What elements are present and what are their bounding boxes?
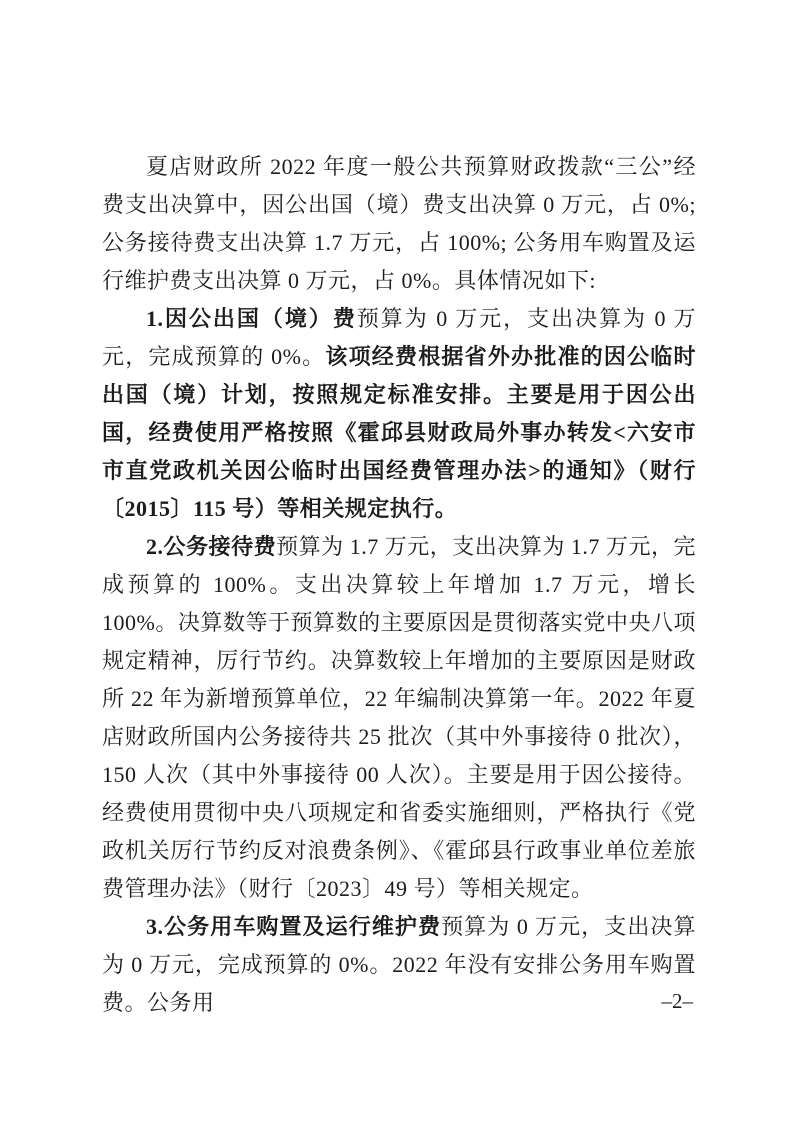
text-run: 预算为 0 万元，支出决算为 0 万元，完成预算的 0%。 [102, 306, 696, 369]
document-body [102, 148, 696, 1022]
text-run-bold: 该项经费根据省外办批准的因公临时出国（境）计划，按照规定标准安排。主要是用于因公出国，经费使用严格按照《霍邱县财政局外事办转发<六安市市直党政机关因公临时出国经费管理办法>的通知》（财行〔2015〕115 号）等相关规定执行。 [102, 344, 696, 521]
text-run: 预算为 1.7 万元，支出决算为 1.7 万元，完成预算的 100%。支出决算较上年增加 1.7 万元，增长 100%。决算数等于预算数的主要原因是贯彻落实党中央八项规定精神，厉行节约。决算数较上年增加的主要原因是财政所 22 年为新增预算单位，22 年编制决算第一年。2022 年夏店财政所国内公务接待共 25 批次（其中外事接待 0 批次），150 人次（其中外事接待 00 人次）。主要是用于因公接待。经费使用贯彻中央八项规定和省委实施细则，严格执行《党政机关厉行节约反对浪费条例》、《霍邱县行政事业单位差旅费管理办法》（财行〔2023〕49 号）等相关规定。 [102, 534, 696, 901]
paragraph-official-reception [102, 528, 696, 908]
text-run: 夏店财政所 2022 年度一般公共预算财政拨款“三公”经费支出决算中，因公出国（境）费支出决算 0 万元，占 0%;公务接待费支出决算 1.7 万元，占 100%; 公务用车购置及运行维护费支出决算 0 万元，占 0%。具体情况如下: [102, 154, 696, 293]
paragraph-official-vehicles [102, 908, 696, 1022]
paragraph-overseas-trips [102, 300, 696, 528]
page-number: –2– [661, 989, 693, 1013]
text-run-bold: 3.公务用车购置及运行维护费 [146, 914, 442, 939]
paragraph-intro [102, 148, 696, 300]
text-run-bold: 2.公务接待费 [146, 534, 277, 559]
text-run-bold: 1.因公出国（境）费 [146, 306, 357, 331]
text-run: 预算为 0 万元，支出决算为 0 万元，完成预算的 0%。2022 年没有安排公务用车购置费。公务用 [102, 914, 696, 1015]
